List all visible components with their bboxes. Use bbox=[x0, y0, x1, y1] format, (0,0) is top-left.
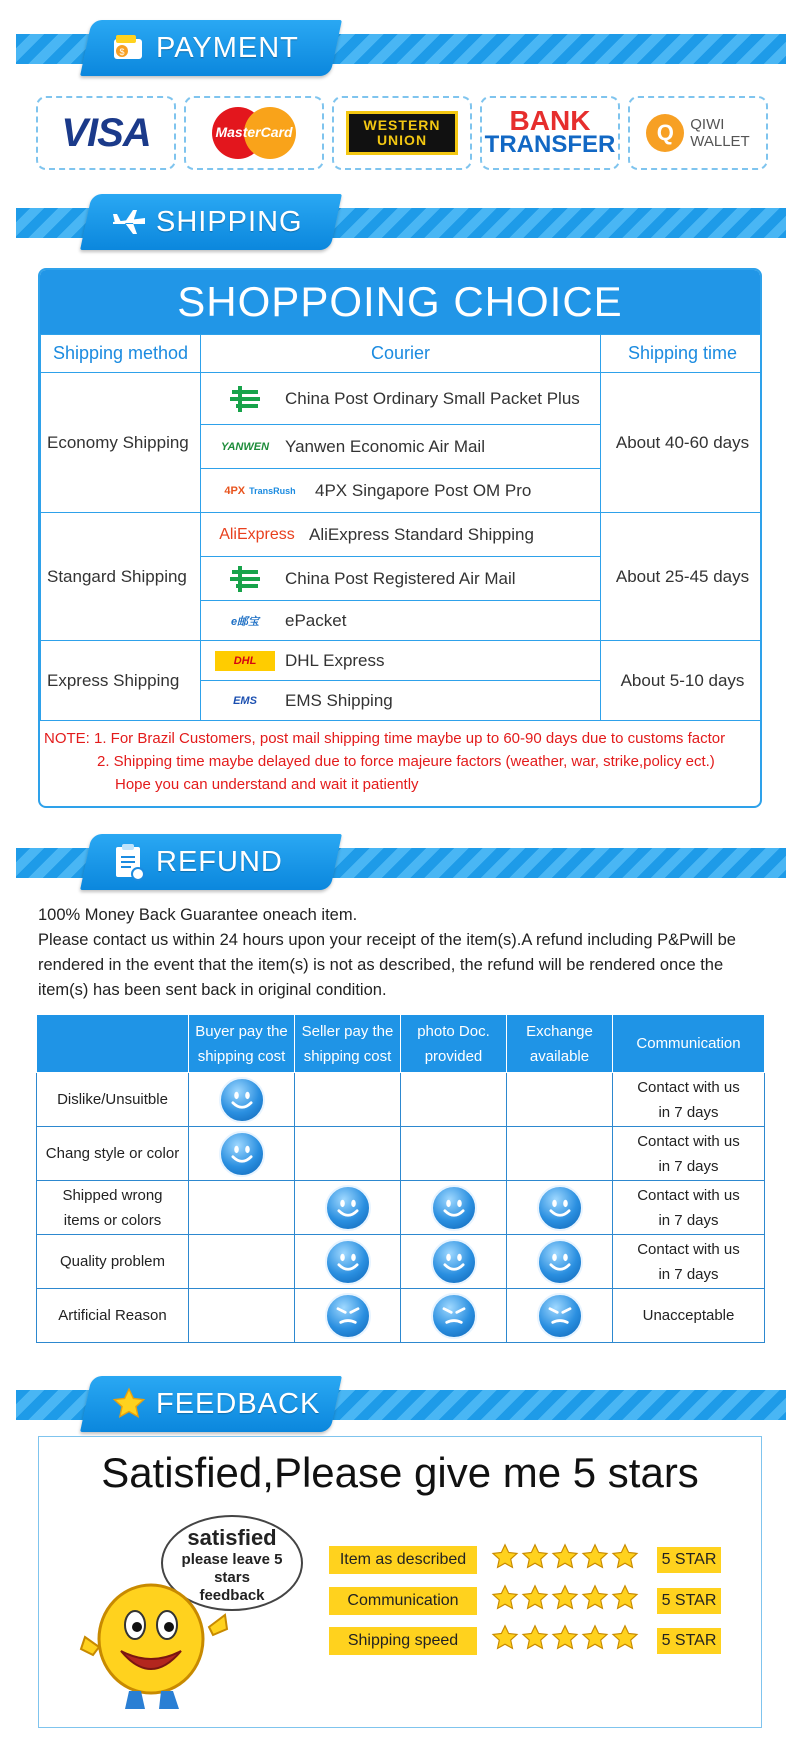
rating-star-icon bbox=[581, 1624, 609, 1657]
note-line: 2. Shipping time maybe delayed due to force majeure factors (weather, war, strike,policy ect.) bbox=[97, 753, 715, 770]
rating-star-icon bbox=[521, 1584, 549, 1617]
exchange-cell bbox=[507, 1289, 613, 1343]
feedback-tab bbox=[80, 1376, 342, 1432]
mastercard-card bbox=[184, 96, 324, 170]
unhappy-face-icon bbox=[325, 1293, 371, 1339]
photo-doc-cell bbox=[401, 1127, 507, 1181]
aliexpress-logo: AliExpress bbox=[219, 525, 295, 543]
happy-face-icon bbox=[431, 1239, 477, 1285]
feedback-headline: Satisfied,Please give me 5 stars bbox=[101, 1449, 699, 1496]
exchange-cell bbox=[507, 1181, 613, 1235]
courier-name: Yanwen Economic Air Mail bbox=[285, 436, 485, 456]
happy-face-icon bbox=[537, 1185, 583, 1231]
star-icon bbox=[110, 1385, 148, 1423]
refund-header-communication: Communication bbox=[613, 1015, 765, 1073]
rating-badge: 5 STAR bbox=[657, 1547, 721, 1573]
exchange-cell bbox=[507, 1235, 613, 1289]
visa-card bbox=[36, 96, 176, 170]
courier-header: Courier bbox=[201, 335, 601, 373]
happy-face-icon bbox=[325, 1185, 371, 1231]
refund-reason-cell: Artificial Reason bbox=[37, 1289, 189, 1343]
feedback-rating-row bbox=[329, 1624, 721, 1657]
exchange-cell bbox=[507, 1127, 613, 1181]
clipboard-icon bbox=[110, 843, 148, 881]
unhappy-face-icon bbox=[431, 1293, 477, 1339]
photo-doc-cell bbox=[401, 1073, 507, 1127]
buyer-cost-cell bbox=[189, 1073, 295, 1127]
shipping-time-cell: About 5-10 days bbox=[601, 641, 763, 721]
refund-reason-cell: Shipped wrong items or colors bbox=[37, 1181, 189, 1235]
rating-label: Communication bbox=[329, 1587, 477, 1615]
courier-name: China Post Ordinary Small Packet Plus bbox=[285, 388, 580, 408]
happy-face-icon bbox=[325, 1239, 371, 1285]
rating-star-icon bbox=[491, 1543, 519, 1576]
refund-row bbox=[37, 1181, 765, 1235]
communication-cell: Contact with us in 7 days bbox=[613, 1127, 765, 1181]
payment-tab bbox=[80, 20, 342, 76]
refund-header-photo: photo Doc. provided bbox=[401, 1015, 507, 1073]
seller-cost-cell bbox=[295, 1289, 401, 1343]
rating-label: Item as described bbox=[329, 1546, 477, 1574]
shipping-title: SHIPPING bbox=[156, 205, 303, 238]
bank-transfer-logo: BANK TRANSFER bbox=[484, 105, 616, 158]
feedback-title: FEEDBACK bbox=[156, 1387, 321, 1420]
rating-badge: 5 STAR bbox=[657, 1628, 721, 1654]
shipping-choice-table bbox=[38, 268, 762, 808]
note-line: NOTE: 1. For Brazil Customers, post mail shipping time maybe up to 60-90 days due to customs factor bbox=[44, 730, 726, 747]
payment-title: PAYMENT bbox=[156, 31, 299, 64]
communication-cell: Unacceptable bbox=[613, 1289, 765, 1343]
shipping-method-cell: Stangard Shipping bbox=[41, 513, 201, 641]
shipping-method-cell: Economy Shipping bbox=[41, 373, 201, 513]
refund-reason-cell: Quality problem bbox=[37, 1235, 189, 1289]
shipping-time-header: Shipping time bbox=[601, 335, 763, 373]
shipping-row bbox=[41, 641, 763, 681]
courier-name: DHL Express bbox=[285, 650, 385, 670]
rating-star-icon bbox=[551, 1584, 579, 1617]
shipping-tab bbox=[80, 194, 342, 250]
buyer-cost-cell bbox=[189, 1235, 295, 1289]
refund-header-row bbox=[37, 1015, 765, 1073]
yanwen-logo: YANWEN bbox=[220, 440, 270, 453]
visa-logo: VISA bbox=[61, 110, 151, 155]
payment-methods bbox=[36, 96, 768, 170]
feedback-rating-row bbox=[329, 1543, 721, 1576]
refund-row bbox=[37, 1235, 765, 1289]
feedback-box bbox=[38, 1436, 762, 1728]
happy-face-icon bbox=[219, 1077, 265, 1123]
refund-row bbox=[37, 1127, 765, 1181]
rating-stars bbox=[491, 1543, 641, 1576]
airplane-icon bbox=[110, 203, 148, 241]
western-union-logo: WESTERN UNION bbox=[346, 111, 458, 155]
rating-star-icon bbox=[581, 1543, 609, 1576]
payment-banner bbox=[16, 31, 786, 64]
rating-stars bbox=[491, 1624, 641, 1657]
exchange-cell bbox=[507, 1073, 613, 1127]
refund-reason-cell: Chang style or color bbox=[37, 1127, 189, 1181]
rating-star-icon bbox=[581, 1584, 609, 1617]
rating-star-icon bbox=[551, 1543, 579, 1576]
refund-row bbox=[37, 1073, 765, 1127]
refund-title: REFUND bbox=[156, 845, 283, 878]
refund-table bbox=[36, 1014, 765, 1343]
smiley-mascot-icon bbox=[79, 1577, 229, 1717]
shipping-time-cell: About 40-60 days bbox=[601, 373, 763, 513]
shipping-method-cell: Express Shipping bbox=[41, 641, 201, 721]
shipping-row bbox=[41, 513, 763, 557]
happy-face-icon bbox=[537, 1239, 583, 1285]
refund-row bbox=[37, 1289, 765, 1343]
speech-bubble: satisfied please leave 5 stars feedback bbox=[161, 1515, 303, 1611]
feedback-banner bbox=[16, 1387, 786, 1420]
refund-header-seller: Seller pay the shipping cost bbox=[295, 1015, 401, 1073]
dhl-logo: DHL bbox=[215, 651, 275, 671]
rating-star-icon bbox=[521, 1624, 549, 1657]
svg-text:$: $ bbox=[119, 47, 125, 57]
communication-cell: Contact with us in 7 days bbox=[613, 1181, 765, 1235]
photo-doc-cell bbox=[401, 1289, 507, 1343]
refund-header-buyer: Buyer pay the shipping cost bbox=[189, 1015, 295, 1073]
photo-doc-cell bbox=[401, 1181, 507, 1235]
qiwi-logo: Q QIWI WALLET bbox=[646, 114, 749, 152]
refund-policy: Please contact us within 24 hours upon your receipt of the item(s).A refund including P&Pwill be rendered in the event that the item(s) is not as described, the refund will be rendered once the item(s) has been sent back in original condition. bbox=[38, 931, 736, 999]
seller-cost-cell bbox=[295, 1073, 401, 1127]
buyer-cost-cell bbox=[189, 1289, 295, 1343]
qiwi-card bbox=[628, 96, 768, 170]
china-post-logo bbox=[215, 384, 275, 414]
communication-cell: Contact with us in 7 days bbox=[613, 1235, 765, 1289]
refund-header-exchange: Exchange available bbox=[507, 1015, 613, 1073]
shipping-method-header: Shipping method bbox=[41, 335, 201, 373]
refund-tab bbox=[80, 834, 342, 890]
refund-guarantee: 100% Money Back Guarantee oneach item. bbox=[38, 906, 358, 924]
ems-logo: EMS bbox=[233, 694, 257, 707]
rating-star-icon bbox=[521, 1543, 549, 1576]
western-union-card bbox=[332, 96, 472, 170]
courier-name: ePacket bbox=[285, 610, 347, 630]
china-post-logo bbox=[215, 564, 275, 594]
shipping-table bbox=[40, 334, 762, 721]
seller-cost-cell bbox=[295, 1235, 401, 1289]
shipping-banner bbox=[16, 205, 786, 238]
buyer-cost-cell bbox=[189, 1181, 295, 1235]
wallet-icon bbox=[110, 29, 148, 67]
rating-star-icon bbox=[611, 1624, 639, 1657]
unhappy-face-icon bbox=[537, 1293, 583, 1339]
courier-name: China Post Registered Air Mail bbox=[285, 568, 516, 588]
rating-badge: 5 STAR bbox=[657, 1588, 721, 1614]
rating-stars bbox=[491, 1584, 641, 1617]
shipping-row bbox=[41, 373, 763, 425]
feedback-rating-row bbox=[329, 1584, 721, 1617]
rating-star-icon bbox=[551, 1624, 579, 1657]
bank-transfer-card bbox=[480, 96, 620, 170]
refund-header-empty bbox=[37, 1015, 189, 1073]
courier-name: AliExpress Standard Shipping bbox=[309, 524, 534, 544]
courier-name: 4PX Singapore Post OM Pro bbox=[315, 480, 532, 500]
buyer-cost-cell bbox=[189, 1127, 295, 1181]
rating-star-icon bbox=[491, 1624, 519, 1657]
rating-star-icon bbox=[491, 1584, 519, 1617]
4px-logo: 4PX TransRush bbox=[224, 484, 296, 497]
rating-star-icon bbox=[611, 1584, 639, 1617]
refund-description bbox=[38, 903, 768, 1003]
mastercard-logo: MasterCard bbox=[212, 107, 296, 159]
seller-cost-cell bbox=[295, 1181, 401, 1235]
shipping-header-row bbox=[41, 335, 763, 373]
refund-reason-cell: Dislike/Unsuitble bbox=[37, 1073, 189, 1127]
shipping-table-title: SHOPPOING CHOICE bbox=[40, 270, 760, 334]
shipping-time-cell: About 25-45 days bbox=[601, 513, 763, 641]
seller-cost-cell bbox=[295, 1127, 401, 1181]
shipping-note bbox=[40, 721, 760, 796]
note-line: Hope you can understand and wait it patiently bbox=[115, 776, 419, 793]
photo-doc-cell bbox=[401, 1235, 507, 1289]
rating-label: Shipping speed bbox=[329, 1627, 477, 1655]
courier-name: EMS Shipping bbox=[285, 690, 393, 710]
refund-banner bbox=[16, 845, 786, 878]
happy-face-icon bbox=[219, 1131, 265, 1177]
happy-face-icon bbox=[431, 1185, 477, 1231]
rating-star-icon bbox=[611, 1543, 639, 1576]
communication-cell: Contact with us in 7 days bbox=[613, 1073, 765, 1127]
epacket-logo: e邮宝 bbox=[230, 615, 260, 628]
